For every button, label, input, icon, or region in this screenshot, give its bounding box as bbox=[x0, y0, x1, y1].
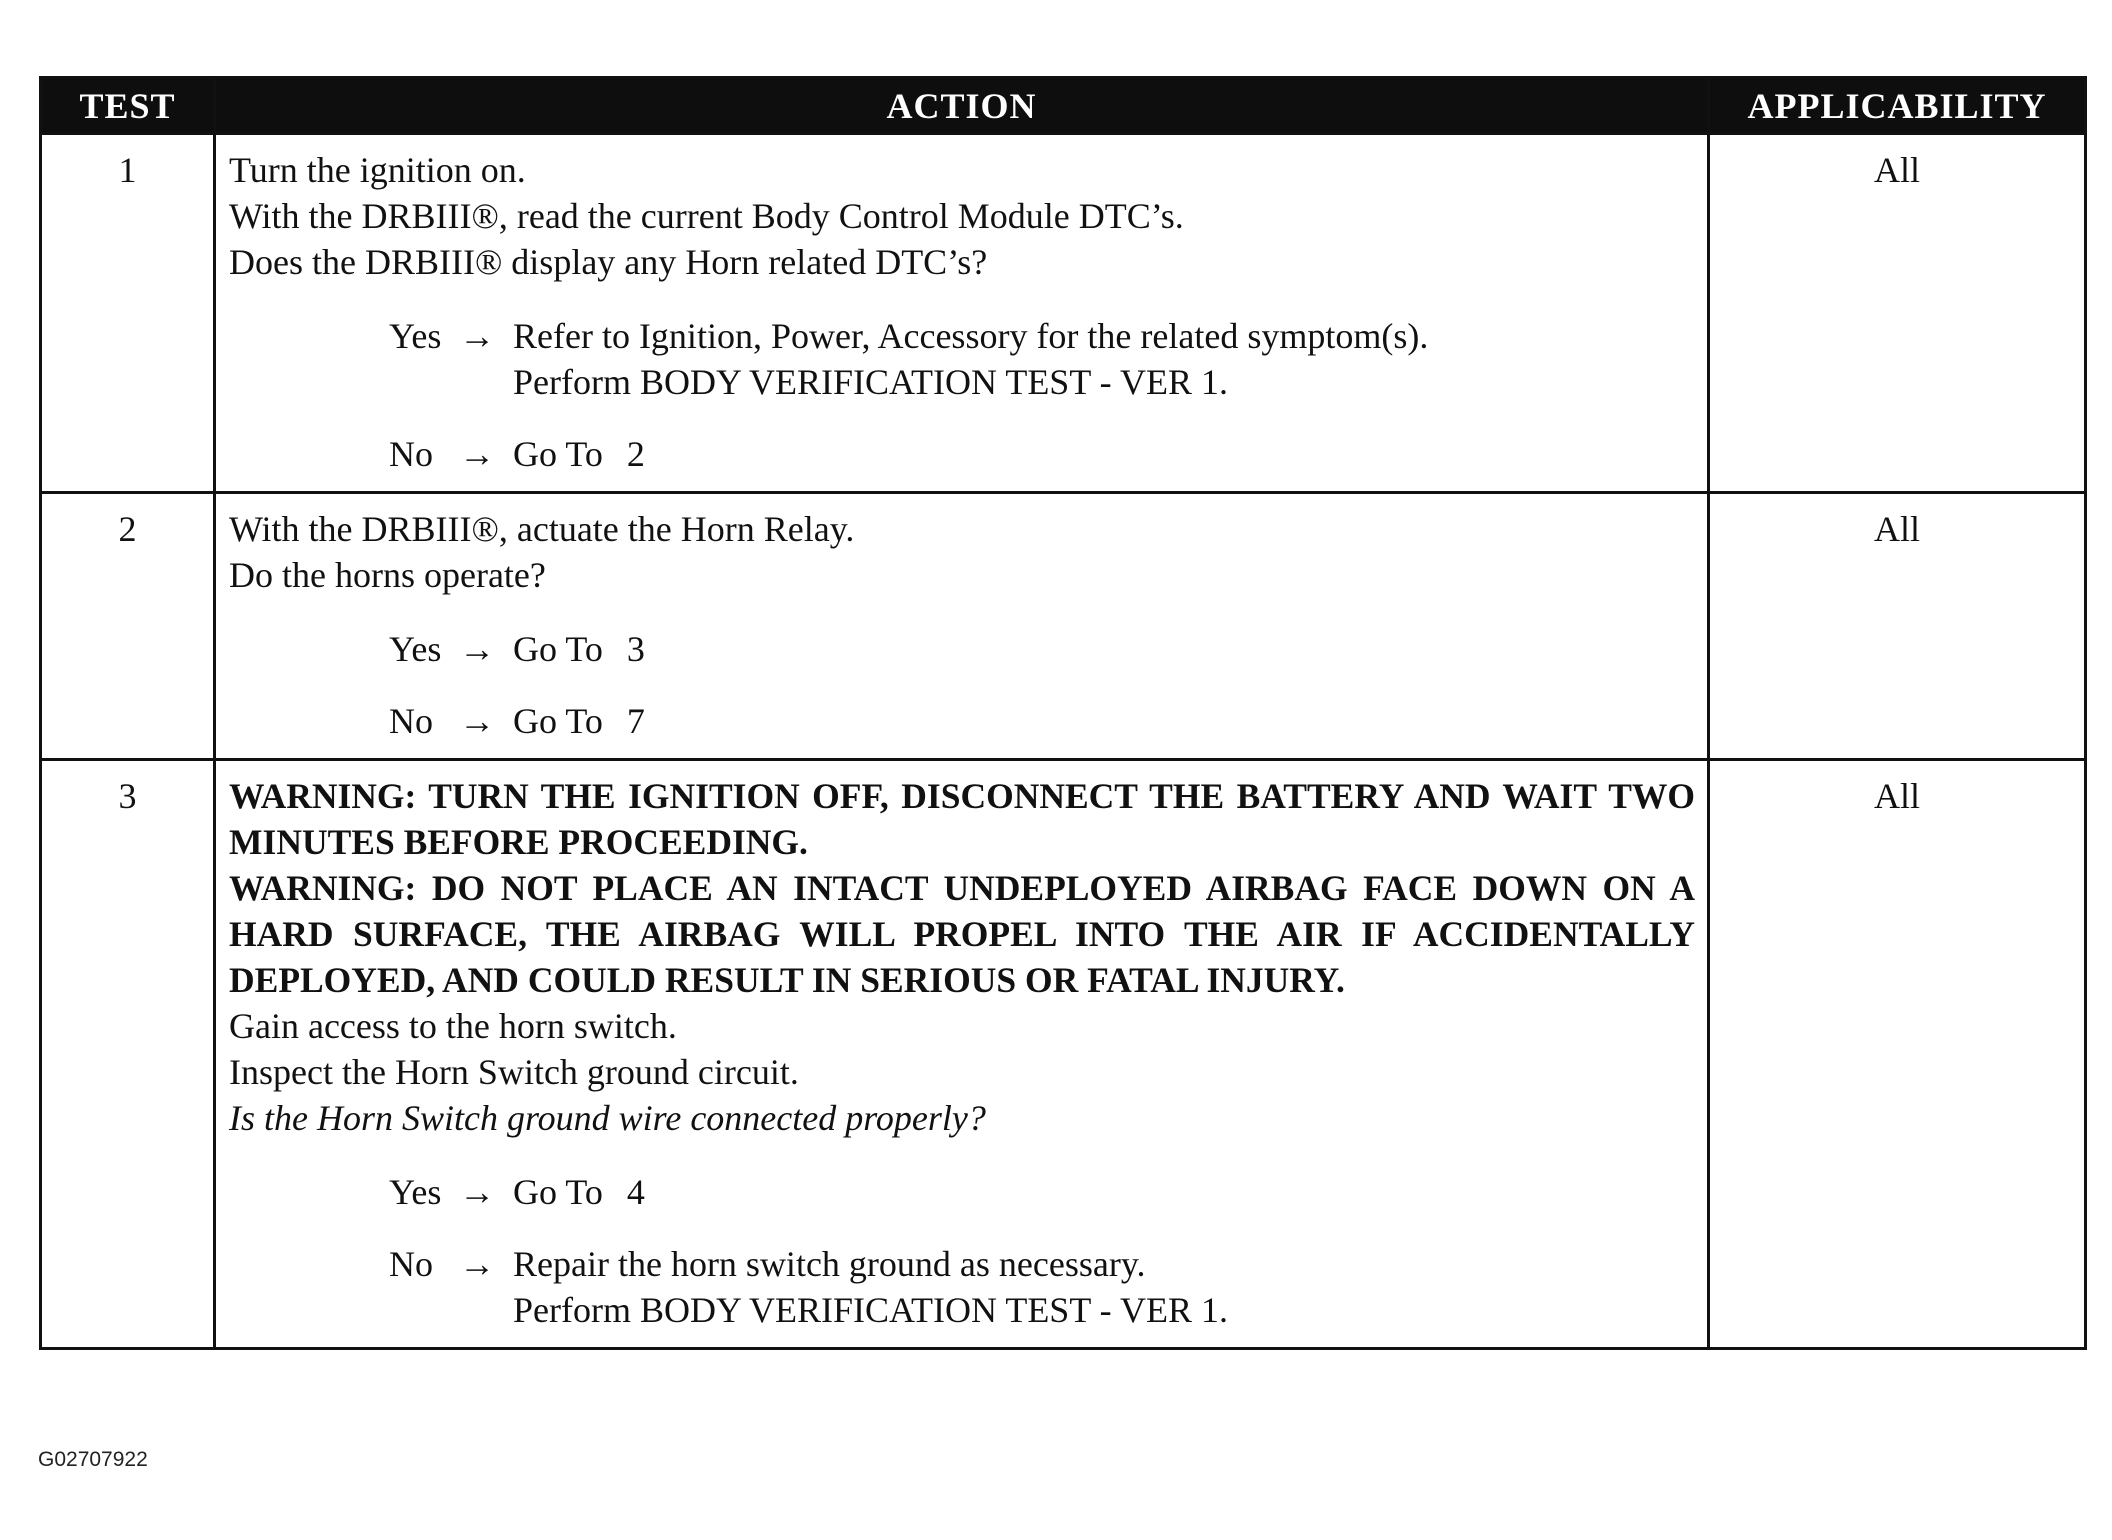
outcome-yes bbox=[389, 313, 1695, 405]
header-action: ACTION bbox=[215, 78, 1709, 134]
action-step: Inspect the Horn Switch ground circuit. bbox=[229, 1052, 799, 1092]
outcome-result bbox=[513, 1169, 1695, 1215]
outcome-no bbox=[389, 698, 1695, 744]
answer-label: No bbox=[389, 701, 433, 741]
outcome-result bbox=[513, 431, 1695, 477]
action-question: Do the horns operate? bbox=[229, 555, 546, 595]
goto-step: 4 bbox=[626, 1172, 645, 1212]
answer-label: No bbox=[389, 1244, 433, 1284]
result-line: Refer to Ignition, Power, Accessory for the related symptom(s). bbox=[513, 316, 1429, 356]
table-row bbox=[41, 134, 2086, 493]
applicability: All bbox=[1709, 493, 2086, 760]
outcome-result bbox=[513, 1241, 1695, 1333]
table-row bbox=[41, 493, 2086, 760]
goto-step: 2 bbox=[626, 434, 645, 474]
table-row bbox=[41, 760, 2086, 1349]
goto-label: Go To bbox=[513, 629, 603, 669]
action-cell bbox=[215, 134, 1709, 493]
arrow-icon: → bbox=[459, 629, 495, 669]
applicability: All bbox=[1709, 134, 2086, 493]
goto-step: 3 bbox=[626, 629, 645, 669]
table-header-row bbox=[41, 78, 2086, 134]
outcome-result bbox=[513, 698, 1695, 744]
warning-text: WARNING: DO NOT PLACE AN INTACT UNDEPLOYED AIRBAG FACE DOWN ON A HARD SURFACE, THE AIRBAG WILL PROPEL INTO THE AIR IF ACCIDENTALLY DEPLOYED, AND COULD RESULT IN SERIOUS OR FATAL INJURY. bbox=[229, 868, 1695, 1000]
result-line: Perform BODY VERIFICATION TEST - VER 1. bbox=[513, 362, 1229, 402]
goto-label: Go To bbox=[513, 701, 603, 741]
action-question: Is the Horn Switch ground wire connected properly? bbox=[229, 1098, 986, 1138]
goto-label: Go To bbox=[513, 1172, 603, 1212]
action-question: Does the DRBIII® display any Horn related DTC’s? bbox=[229, 242, 988, 282]
action-cell bbox=[215, 493, 1709, 760]
diagnostic-test-table bbox=[39, 76, 2087, 1350]
arrow-icon: → bbox=[459, 434, 495, 474]
outcome-no bbox=[389, 431, 1695, 477]
action-step: Gain access to the horn switch. bbox=[229, 1006, 677, 1046]
arrow-icon: → bbox=[459, 701, 495, 741]
outcome-result bbox=[513, 626, 1695, 672]
action-step: Turn the ignition on. bbox=[229, 150, 526, 190]
header-applicability: APPLICABILITY bbox=[1709, 78, 2086, 134]
answer-label: No bbox=[389, 434, 433, 474]
applicability: All bbox=[1709, 760, 2086, 1349]
action-cell bbox=[215, 760, 1709, 1349]
action-step: With the DRBIII®, actuate the Horn Relay. bbox=[229, 509, 855, 549]
goto-label: Go To bbox=[513, 434, 603, 474]
arrow-icon: → bbox=[459, 1172, 495, 1212]
action-step: With the DRBIII®, read the current Body Control Module DTC’s. bbox=[229, 196, 1184, 236]
outcome-no bbox=[389, 1241, 1695, 1333]
test-number: 2 bbox=[41, 493, 215, 760]
result-line: Repair the horn switch ground as necessary. bbox=[513, 1244, 1146, 1284]
arrow-icon: → bbox=[459, 1244, 495, 1284]
test-number: 1 bbox=[41, 134, 215, 493]
image-code-label: G02707922 bbox=[38, 1448, 148, 1471]
result-line: Perform BODY VERIFICATION TEST - VER 1. bbox=[513, 1290, 1229, 1330]
arrow-icon: → bbox=[459, 316, 495, 356]
outcome-yes bbox=[389, 1169, 1695, 1215]
warning-text: WARNING: TURN THE IGNITION OFF, DISCONNECT THE BATTERY AND WAIT TWO MINUTES BEFORE PROCEEDING. bbox=[229, 776, 1695, 862]
outcome-result bbox=[513, 313, 1695, 405]
outcome-yes bbox=[389, 626, 1695, 672]
header-test: TEST bbox=[41, 78, 215, 134]
answer-label: Yes bbox=[389, 316, 442, 356]
answer-label: Yes bbox=[389, 629, 442, 669]
goto-step: 7 bbox=[626, 701, 645, 741]
answer-label: Yes bbox=[389, 1172, 442, 1212]
test-number: 3 bbox=[41, 760, 215, 1349]
